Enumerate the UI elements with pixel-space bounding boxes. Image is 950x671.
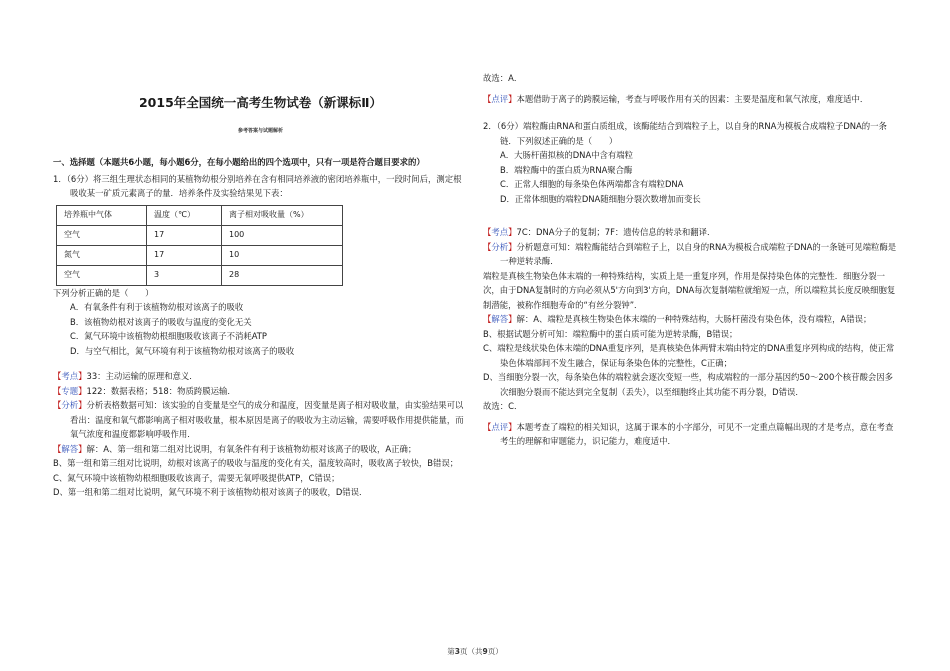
zhuanti-tag: 【专题】 (53, 385, 87, 396)
jieda-tag: 【解答】 (53, 443, 87, 454)
q1-jieda-b: B、第一组和第三组对比说明，幼根对该离子的吸收与温度的变化有关，温度较高时，吸收离子较快，B错误； (53, 458, 459, 468)
table-cell: 氮气 (57, 245, 147, 265)
table-header-cell: 离子相对吸收量（%） (222, 205, 343, 225)
right-column (483, 0, 898, 449)
page-number: 3 (454, 647, 460, 656)
kaodian-tag: 【考点】 (53, 371, 87, 381)
table-header-cell: 培养瓶中气体 (57, 205, 147, 225)
question-2-stem: 2．（6分）端粒酶由RNA和蛋白质组成，该酶能结合到端粒子上，以自身的RNA为模板合成端粒子DNA的一条链．下列叙述正确的是（ ） (483, 121, 887, 146)
page-subtitle: 参考答案与试题解析 (237, 128, 283, 134)
page-footer: 第3页（共9页） (447, 647, 503, 656)
q1-zhuanti: 【专题】122：数据表格；518：物质跨膜运输． (53, 385, 236, 396)
table-cell: 10 (222, 245, 343, 265)
question-1-option-b: B．该植物幼根对该离子的吸收与温度的变化无关 (70, 316, 252, 327)
table-cell: 28 (222, 265, 343, 285)
question-2-option-c: C．正常人细胞的每条染色体两端都含有端粒DNA (500, 179, 684, 189)
table-cell: 空气 (57, 265, 147, 285)
q1-answer: 故选：A． (483, 73, 523, 83)
q1-fenxi: 【分析】分析表格数据可知：该实验的自变量是空气的成分和温度，因变量是离子相对吸收量，由实验结果可以看出：温度和氧气都影响离子相对吸收量，根本原因是离子的吸收为主动运输，需要呼吸作用提供能量，而氧气浓度和温度都影响呼吸作用． (53, 400, 464, 439)
q2-jieda: 【解答】解：A、端粒是真核生物染色体末端的一种特殊结构，大肠杆菌没有染色体，没有端粒，A错误； (483, 314, 872, 324)
table-header-row (57, 205, 343, 225)
jieda-tag: 【解答】 (483, 314, 517, 324)
left-column (53, 0, 468, 500)
table-row (57, 245, 343, 265)
question-2-option-a: A．大肠杆菌拟核的DNA中含有端粒 (500, 150, 634, 160)
q2-dianping: 【点评】本题考查了端粒的相关知识，这属于课本的小字部分，可见不一定重点篇幅出现的才是考点，意在考查考生的理解和审题能力，识记能力，难度适中． (483, 421, 894, 446)
table-header-cell: 温度（℃） (147, 205, 222, 225)
table-cell: 100 (222, 225, 343, 245)
q2-jieda-d: D、当细胞分裂一次，每条染色体的端粒就会逐次变短一些，构成端粒的一部分基因约50～200个核苷酸会因多次细胞分裂而不能达到完全复制（丢失），以至细胞终止其功能不再分裂，D错误． (483, 372, 893, 397)
page-title: 2015年全国统一高考生物试卷（新课标Ⅱ） (138, 95, 383, 110)
q2-kaodian: 【考点】7C：DNA分子的复制；7F：遗传信息的转录和翻译． (483, 227, 716, 237)
experiment-table (56, 205, 343, 286)
q1-dianping: 【点评】本题借助于离子的跨膜运输，考查与呼吸作用有关的因素：主要是温度和氧气浓度，难度适中． (483, 93, 869, 104)
table-row (57, 265, 343, 285)
total-pages: 9 (482, 647, 488, 656)
fenxi-tag: 【分析】 (483, 241, 517, 252)
q2-jieda-b: B、根据试题分析可知：端粒酶中的蛋白质可能为逆转录酶，B错误； (483, 328, 738, 339)
table-cell: 17 (147, 225, 222, 245)
question-1-stem: 1．（6分）将三组生理状态相同的某植物幼根分别培养在含有相同培养液的密闭培养瓶中，一段时间后，测定根吸收某一矿质元素离子的量．培养条件及实验结果见下表： (53, 173, 462, 198)
dianping-tag: 【点评】 (483, 93, 517, 104)
q2-fenxi: 【分析】分析题意可知：端粒酶能结合到端粒子上，以自身的RNA为模板合成端粒子DNA的一条链可见端粒酶是一种逆转录酶． (483, 241, 897, 266)
q1-kaodian: 【考点】33：主动运输的原理和意义． (53, 371, 198, 381)
question-1-option-d: D．与空气相比，氮气环境有利于该植物幼根对该离子的吸收 (70, 345, 295, 356)
question-1-option-a: A．有氧条件有利于该植物幼根对该离子的吸收 (70, 302, 244, 312)
question-1-prompt: 下列分析正确的是（ ） (53, 287, 154, 298)
q2-answer: 故选：C． (483, 401, 523, 411)
dianping-tag: 【点评】 (483, 421, 517, 432)
q2-jieda-c: C、端粒是线状染色体末端的DNA重复序列，是真核染色体两臂末端由特定的DNA重复序列构成的结构，使正常染色体端部间不发生融合，保证每条染色体的完整性，C正确； (483, 343, 895, 368)
table-cell: 空气 (57, 225, 147, 245)
table-cell: 3 (147, 265, 222, 285)
q1-jieda-c: C、氮气环境中该植物幼根细胞吸收该离子，需要无氧呼吸提供ATP，C错误； (53, 472, 340, 483)
question-2-option-b: B．端粒酶中的蛋白质为RNA聚合酶 (500, 164, 633, 175)
kaodian-tag: 【考点】 (483, 227, 517, 237)
section-heading: 一、选择题（本题共6小题，每小题6分，在每小题给出的四个选项中，只有一项是符合题目要求的） (53, 157, 425, 167)
table-row (57, 225, 343, 245)
q1-jieda-d: D、第一组和第二组对比说明，氮气环境不利于该植物幼根对该离子的吸收，D错误． (53, 487, 368, 497)
fenxi-tag: 【分析】 (53, 400, 87, 410)
q1-jieda: 【解答】解：A、第一组和第二组对比说明，有氧条件有利于该植物幼根对该离子的吸收，A正确； (53, 443, 417, 454)
question-2-option-d: D．正常体细胞的端粒DNA随细胞分裂次数增加而变长 (500, 193, 701, 204)
q2-fenxi-detail: 端粒是真核生物染色体末端的一种特殊结构，实质上是一重复序列，作用是保持染色体的完整性．细胞分裂一次，由于DNA复制时的方向必须从5'方向到3'方向，DNA每次复制端粒就缩短一点，所以端粒其长度反映细胞复制潜能，被称作细胞寿命的“有丝分裂钟”． (483, 270, 896, 310)
table-cell: 17 (147, 245, 222, 265)
question-1-option-c: C．氮气环境中该植物幼根细胞吸收该离子不消耗ATP (70, 331, 267, 341)
